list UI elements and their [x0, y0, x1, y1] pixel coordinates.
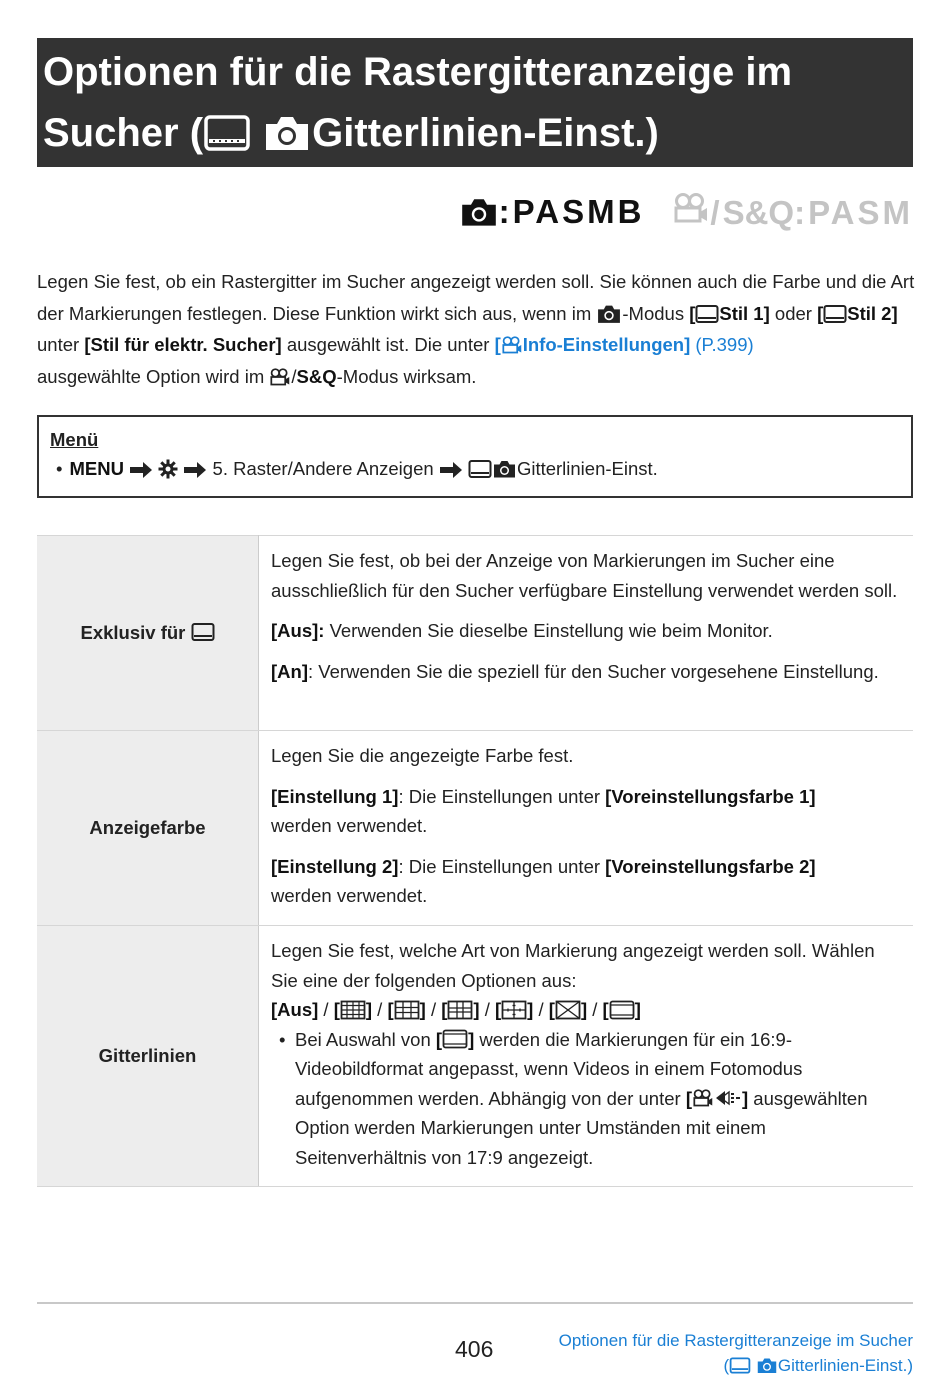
sq-label: S&Q — [296, 365, 337, 387]
menu-step-display: 5. Raster/Andere Anzeigen — [212, 458, 434, 479]
camera-icon — [756, 1357, 778, 1374]
viewfinder-icon — [695, 304, 719, 324]
aspect-marker-icon — [714, 1088, 742, 1108]
page-title-suffix: Gitterlinien-Einst.) — [312, 111, 659, 155]
page-reference-link[interactable]: (P.399) — [695, 334, 754, 355]
arrow-right-icon — [183, 461, 207, 479]
table-row — [37, 536, 913, 731]
row-label-color: Anzeigefarbe — [37, 731, 259, 926]
menu-path-box — [37, 415, 913, 498]
camera-icon — [262, 114, 312, 152]
page-title-prefix: Sucher ( — [43, 111, 204, 155]
menu-button-label: MENU — [69, 458, 124, 479]
menu-path — [50, 454, 900, 484]
viewfinder-icon — [729, 1357, 751, 1374]
arrow-right-icon — [129, 461, 153, 479]
movie-mode-icon — [672, 192, 710, 224]
movie-icon — [692, 1088, 714, 1108]
movie-icon — [269, 367, 291, 387]
viewfinder-icon — [823, 304, 847, 324]
arrow-right-icon — [439, 461, 463, 479]
settings-table — [37, 535, 913, 1187]
grid-diagonal-icon — [555, 1000, 581, 1020]
list-item: • Bei Auswahl von [ ] werden die Markierungen für ein 16:9-Videobildformat angepasst, wenn Videos in einem Fotomodus aufgenommen werden. Abhängig von der unter [ ] ausgewählten Option werden Markierungen unter Umständen mit einem Seitenverhältnis von 17:9 angezeigt. — [295, 1025, 899, 1173]
style-2-label: Stil 2 — [847, 302, 892, 324]
grid-16-9-icon — [609, 1000, 635, 1020]
evf-style-ref: [Stil für elektr. Sucher] — [84, 334, 282, 355]
table-row — [37, 926, 913, 1187]
row-description: Legen Sie fest, welche Art von Markierung angezeigt werden soll. Wählen Sie eine der folgenden Optionen aus: [Aus] / [ ] / [ ] / [ ] / [ ] / [ ] / [ ] • Bei Auswahl von [ ] werden die Markierungen für ein 16:9-Videobildformat angepasst, wenn Videos in einem Fotomodus aufgenommen werden. Abhängig von der unter [ ] ausgewählten Option werden Markierungen unter Umständen mit einem Seitenverhältnis von 17:9 angezeigt. — [259, 926, 914, 1187]
viewfinder-icon — [203, 114, 251, 152]
info-settings-link[interactable]: [ Info-Einstellungen] — [494, 334, 691, 355]
grid-4x4-icon — [340, 1000, 366, 1020]
row-description: Legen Sie fest, ob bei der Anzeige von Markierungen im Sucher eine ausschließlich für den Sucher verfügbare Einstellung verwendet werden soll. [Aus]: Verwenden Sie dieselbe Einstellung wie beim Monitor. [An]: Verwenden Sie die speziell für den Sucher vorgesehene Einstellung. — [259, 536, 914, 731]
grid-16-9-icon — [442, 1029, 468, 1049]
grid-note-list — [271, 1025, 899, 1173]
footer-section-link[interactable]: Optionen für die Rastergitteranzeige im Sucher ( Gitterlinien-Einst.) — [558, 1331, 913, 1375]
style-1-label: Stil 1 — [719, 302, 764, 324]
page-number: 406 — [455, 1336, 494, 1362]
page-title-line-1: Optionen für die Rastergitteranzeige im — [43, 50, 793, 94]
still-mode-list: :PASMB — [498, 193, 645, 230]
mode-indicator — [459, 190, 913, 234]
camera-icon — [492, 459, 517, 479]
menu-step-grid: Gitterlinien-Einst. — [516, 458, 658, 479]
camera-icon — [596, 304, 622, 324]
movie-mode-list: /S&Q:PASM — [672, 192, 913, 232]
footer-divider — [37, 1302, 913, 1304]
sq-mode-label: S&Q — [722, 194, 795, 231]
page-title-line-2 — [43, 103, 907, 164]
movie-icon — [501, 335, 523, 355]
camera-mode-icon — [459, 196, 499, 228]
table-row — [37, 731, 913, 926]
row-description: Legen Sie die angezeigte Farbe fest. [Einstellung 1]: Die Einstellungen unter [Voreinstellungsfarbe 1] werden verwendet. [Einstellung 2]: Die Einstellungen unter [Voreinstellungsfarbe 2] werden verwendet. — [259, 731, 914, 926]
page-title-bar — [37, 38, 913, 167]
grid-options-list: [Aus] / [ ] / [ ] / [ ] / [ ] / [ ] / [ ] — [271, 999, 641, 1020]
viewfinder-icon — [468, 459, 492, 479]
gear-icon — [158, 459, 178, 479]
row-label-gridlines: Gitterlinien — [37, 926, 259, 1187]
grid-cross-ticks-icon — [501, 1000, 527, 1020]
bullet: • — [56, 458, 63, 479]
grid-3x3-icon — [394, 1000, 420, 1020]
viewfinder-icon — [191, 622, 215, 642]
intro-paragraph: Legen Sie fest, ob ein Rastergitter im Sucher angezeigt werden soll. Sie können auch die Farbe und die Art der Markierungen festlegen. Diese Funktion wirkt sich aus, wenn im -Modus [ Stil 1] oder [ Stil 2] unter [Stil für elektr. Sucher] ausgewählt ist. Die unter [ Info-Einstellungen] (P.399) ausgewählte Option wird im /S&Q-Modus wirksam. — [37, 271, 915, 387]
row-label-exclusive: Exklusiv für — [37, 536, 259, 731]
grid-golden-icon — [447, 1000, 473, 1020]
menu-heading: Menü — [50, 429, 99, 450]
